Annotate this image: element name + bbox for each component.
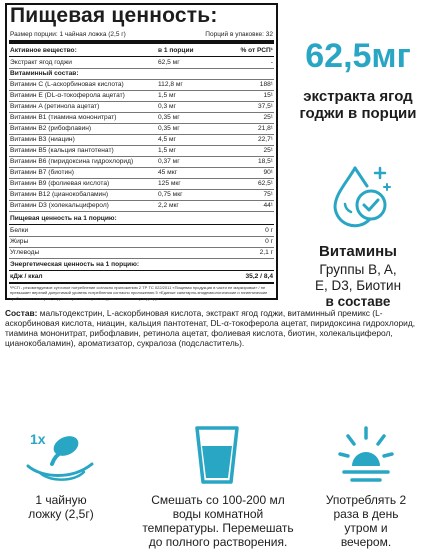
row-amount: 0,35 мг <box>158 125 180 132</box>
row-amount: 0,35 мг <box>158 114 180 121</box>
row-percent: 18,5¹ <box>257 158 273 165</box>
row-amount: 1,5 мг <box>158 147 176 154</box>
table-row <box>10 189 273 200</box>
table-row <box>10 79 273 90</box>
row-amount: 1,5 мг <box>158 92 176 99</box>
row-percent: 21,8¹ <box>257 125 273 132</box>
nutrition-row <box>10 225 273 236</box>
divider <box>9 282 274 284</box>
table-header-row <box>10 45 273 56</box>
table-row <box>10 200 273 211</box>
composition-label: Состав: <box>5 308 38 318</box>
table-row <box>10 101 273 112</box>
nutrient-name: Углеводы <box>10 249 40 256</box>
glass-icon <box>193 424 241 486</box>
row-name: Витамин A (ретинола ацетат) <box>10 103 100 110</box>
sun-icon <box>338 424 394 484</box>
row-name: Витамин B6 (пиридоксина гидрохлорид) <box>10 158 134 165</box>
drop-with-checkmark-icon <box>325 160 395 230</box>
nutrition-row <box>10 247 273 258</box>
vitamins-line: в составе <box>325 294 391 309</box>
composition-text: мальтодекстрин, L-аскорбиновая кислота, экстракт ягод годжи, витаминный премикс (L-аскорбиновая кислота, ниацин, кальция пантотенат, DL-α-токоферола ацетат, пиридоксина гидрохлорид, тиамина мононитрат, рибофлавин, ретинола ацетат, фолиевая кислота, биотин, холекальциферол, цианокобаламин), ароматизатор, сукралоза (подсластитель). <box>5 308 416 348</box>
table-row <box>10 156 273 167</box>
row-percent: 75¹ <box>263 191 273 198</box>
row-amount: 125 мкг <box>158 180 181 187</box>
nutrient-value: 0 г <box>265 238 273 245</box>
row-name: Витамин B7 (биотин) <box>10 169 74 176</box>
row-name: Витамин B1 (тиамина мононитрат) <box>10 114 117 121</box>
table-row <box>10 112 273 123</box>
energy-header <box>10 259 273 270</box>
row-percent: 188¹ <box>259 81 273 88</box>
row-amount: 112,8 мг <box>158 81 183 88</box>
row-amount: 2,2 мкг <box>158 202 179 209</box>
table-row <box>10 90 273 101</box>
vitamins-title: Витамины <box>319 243 397 260</box>
row-percent: 25¹ <box>263 147 273 154</box>
serving-line <box>10 31 273 38</box>
table-row <box>10 167 273 178</box>
extract-caption: экстракта ягод годжи в порции <box>299 88 417 122</box>
row-amount: 4,5 мг <box>158 136 176 143</box>
row-name: Витамин D3 (холекальциферол) <box>10 202 109 209</box>
header-percent: % от РСП¹ <box>240 47 273 54</box>
row-percent: 25¹ <box>263 114 273 121</box>
row-percent: - <box>270 59 273 66</box>
nutrition-row <box>10 236 273 247</box>
row-percent: 62,5¹ <box>257 180 273 187</box>
row-name: Экстракт ягод годжи <box>10 59 72 66</box>
vitamins-line: Группы B, A, <box>319 262 397 277</box>
usage-dose-text: 1 чайную ложку (2,5г) <box>28 493 94 521</box>
spoon-icon <box>22 426 102 486</box>
row-name: Витамин B3 (ниацин) <box>10 136 75 143</box>
row-percent: 37,5¹ <box>257 103 273 110</box>
row-name: Витаминный состав: <box>10 70 79 77</box>
row-percent: 22,7¹ <box>257 136 273 143</box>
header-name: Активное вещество: <box>10 47 77 54</box>
row-percent: 15¹ <box>263 92 273 99</box>
nutrient-value: 0 г <box>265 227 273 234</box>
nutrition-header-label: Пищевая ценность на 1 порцию: <box>10 215 117 222</box>
nutrition-table <box>5 3 278 300</box>
row-amount: 0,75 мкг <box>158 191 183 198</box>
row-name: Витамин B5 (кальция пантотенат) <box>10 147 114 154</box>
row-percent: 44¹ <box>263 202 273 209</box>
row-amount: 0,3 мг <box>158 103 176 110</box>
header-amount: в 1 порции <box>158 47 194 54</box>
serving-size: Размер порции: 1 чайная ложка (2,5 г) <box>10 31 126 38</box>
vitamins-list <box>283 262 433 310</box>
table-row <box>10 123 273 134</box>
table-row <box>10 178 273 189</box>
table-title: Пищевая ценность: <box>10 4 218 27</box>
row-amount: 62,5 мг <box>158 59 180 66</box>
row-name: Витамин E (DL-α-токоферола ацетат) <box>10 92 125 99</box>
row-divider <box>9 211 274 212</box>
row-amount: 45 мкг <box>158 169 177 176</box>
row-name: Витамин B9 (фолиевая кислота) <box>10 180 110 187</box>
nutrient-value: 2,1 г <box>259 249 273 256</box>
vitamins-line: E, D3, Биотин <box>314 278 402 293</box>
dose-badge: 1x <box>30 431 46 447</box>
composition <box>5 308 430 348</box>
table-row <box>10 145 273 156</box>
nutrient-name: Белки <box>10 227 29 234</box>
table-footnote: ¹РСП - рекомендуемое суточное потребление согласно приложению 2 ТР ТС 022/2011 «Пищевая продукция в части ее маркировки» / не превышает верхний допустимый уровень потребления согласно приложению 5 «Единые санитарно-эпидемиологические и гигиенические требования к товарам, подлежащим санитарно-эпидемиологическому надзору». <box>10 285 268 301</box>
table-row <box>10 68 273 79</box>
thick-divider <box>9 40 274 44</box>
nutrition-header <box>10 213 273 224</box>
servings-count: Порций в упаковке: 32 <box>205 31 273 38</box>
nutrient-name: Жиры <box>10 238 29 245</box>
row-name: Витамин B12 (цианокобаламин) <box>10 191 109 198</box>
row-name: Витамин B2 (рибофлавин) <box>10 125 92 132</box>
row-amount: 0,37 мг <box>158 158 180 165</box>
extract-amount: 62,5мг <box>305 37 411 75</box>
energy-row <box>10 271 273 282</box>
row-name: Витамин C (L-аскорбиновая кислота) <box>10 81 124 88</box>
energy-header-label: Энергетическая ценность на 1 порцию: <box>10 261 140 268</box>
table-row <box>10 57 273 68</box>
energy-name: кДж / ккал <box>10 273 43 280</box>
usage-frequency-text: Употреблять 2 раза в день утром и вечером. <box>325 493 407 549</box>
row-percent: 90¹ <box>263 169 273 176</box>
table-row <box>10 134 273 145</box>
energy-value: 35,2 / 8,4 <box>245 273 273 280</box>
usage-mix-text: Смешать со 100-200 мл воды комнатной температуры. Перемешать до полного растворения. <box>142 493 294 549</box>
